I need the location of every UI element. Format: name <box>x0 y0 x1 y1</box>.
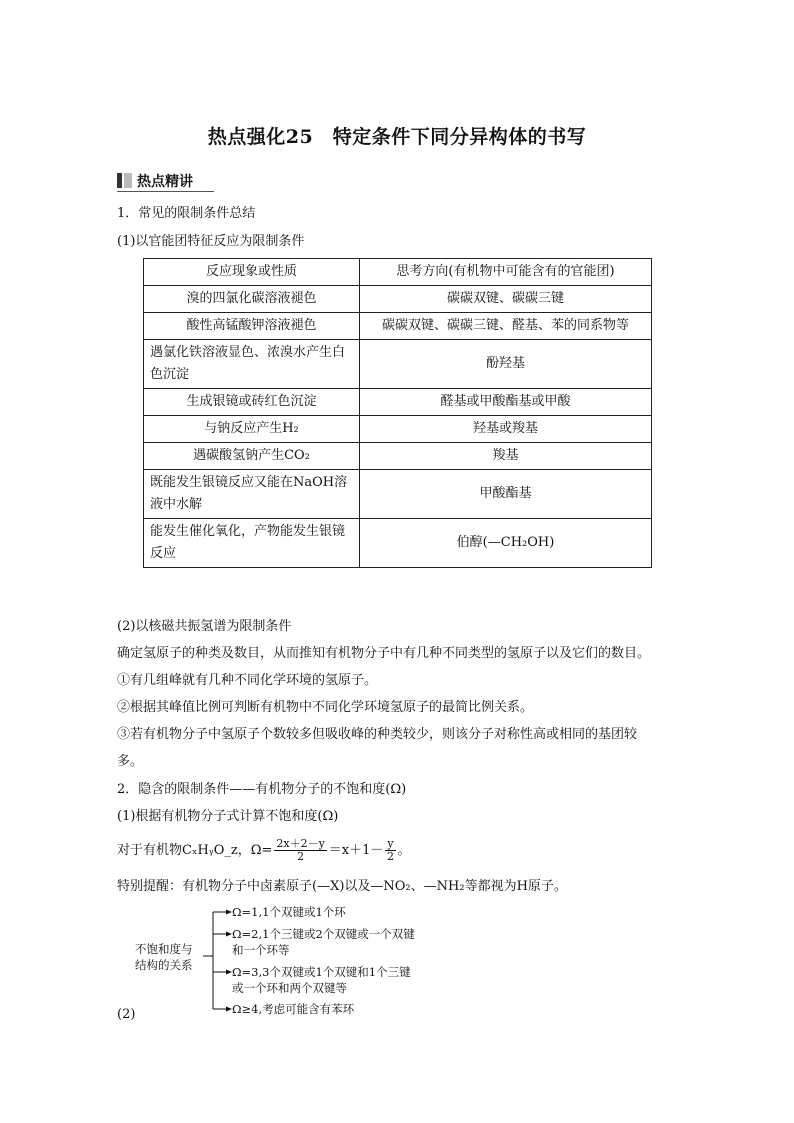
page-title: 热点强化25 特定条件下同分异构体的书写 <box>207 126 587 148</box>
paragraph-10: 特别提醒：有机物分子中卤素原子(—X)以及—NO₂、—NH₂等都视为H原子。 <box>117 879 567 894</box>
table-cell: 遇碳酸氢钠产生CO₂ <box>144 443 360 470</box>
table-row <box>144 470 652 519</box>
formula-prefix: 对于有机物CₓHᵧO_z，Ω= <box>117 843 273 858</box>
table-row <box>144 443 652 470</box>
table-cell: 甲酸酯基 <box>360 470 652 519</box>
section-heading <box>117 172 217 190</box>
diagram-label-line-1: 不饱和度与 <box>135 942 193 956</box>
paragraph-6: ②根据其峰值比例可判断有机物中不同化学环境氢原子的最简比例关系。 <box>117 700 534 715</box>
formula-suffix: 。 <box>397 843 411 858</box>
table-cell: 碳碳双键、碳碳三键 <box>360 286 652 313</box>
table-cell: 能发生催化氧化，产物能发生银镜反应 <box>144 519 360 568</box>
fraction-1-numerator: 2x＋2－y <box>276 837 325 850</box>
paragraph-2: (1)以官能团特征反应为限制条件 <box>117 234 305 249</box>
diagram-item: Ω=2,1个三键或2个双键或一个双键 <box>232 927 415 941</box>
formula-line <box>117 838 411 863</box>
table-cell: 生成银镜或砖红色沉淀 <box>144 389 360 416</box>
table-row <box>144 313 652 340</box>
table-cell: 酸性高锰酸钾溶液褪色 <box>144 313 360 340</box>
table-cell: 伯醇(—CH₂OH) <box>360 519 652 568</box>
table-cell: 醛基或甲酸酯基或甲酸 <box>360 389 652 416</box>
table-cell: 羧基 <box>360 443 652 470</box>
paragraph-3: (2)以核磁共振氢谱为限制条件 <box>117 619 292 634</box>
diagram-label-line-2: 结构的关系 <box>135 958 193 972</box>
paragraph-7a: ③若有机物分子中氢原子个数较多但吸收峰的种类较少，则该分子对称性高或相同的基团较 <box>117 727 638 742</box>
diagram-item: 和一个环等 <box>232 943 290 957</box>
table-cell: 溴的四氯化碳溶液褪色 <box>144 286 360 313</box>
table-row <box>144 286 652 313</box>
formula-middle: ＝x＋1－ <box>328 843 384 858</box>
diagram-label <box>135 941 193 973</box>
table-row <box>144 519 652 568</box>
paragraph-9: (1)根据有机物分子式计算不饱和度(Ω) <box>117 809 339 824</box>
table-cell: 与钠反应产生H₂ <box>144 416 360 443</box>
section-marker <box>117 173 122 188</box>
unsaturation-diagram <box>135 903 465 1023</box>
paragraph-1: 1．常见的限制条件总结 <box>117 206 256 221</box>
table-cell: 遇氯化铁溶液显色、浓溴水产生白色沉淀 <box>144 340 360 389</box>
table-cell: 既能发生银镜反应又能在NaOH溶液中水解 <box>144 470 360 519</box>
section-underline <box>117 191 214 192</box>
section-marker-light <box>124 173 132 188</box>
fraction-2-denominator: 2 <box>387 850 395 863</box>
paragraph-4: 确定氢原子的种类及数目，从而推知有机物分子中有几种不同类型的氢原子以及它们的数目。 <box>117 646 651 661</box>
diagram-item: Ω=3,3个双键或1个双键和1个三键 <box>232 965 411 979</box>
table-header-row <box>144 259 652 286</box>
table-cell: 酚羟基 <box>360 340 652 389</box>
table-row <box>144 416 652 443</box>
paragraph-11: (2) <box>117 1007 136 1022</box>
table-row <box>144 340 652 389</box>
fraction-2 <box>385 838 395 863</box>
table-header: 思考方向(有机物中可能含有的官能团) <box>360 259 652 286</box>
diagram-item: 或一个环和两个双键等 <box>232 981 347 995</box>
diagram-item: Ω≥4,考虑可能含有苯环 <box>232 1002 355 1016</box>
table-cell: 羟基或羧基 <box>360 416 652 443</box>
restriction-table <box>143 258 652 568</box>
fraction-1 <box>274 838 326 863</box>
table-row <box>144 389 652 416</box>
table-cell: 碳碳双键、碳碳三键、醛基、苯的同系物等 <box>360 313 652 340</box>
diagram-item: Ω=1,1个双键或1个环 <box>232 905 346 919</box>
paragraph-5: ①有几组峰就有几种不同化学环境的氢原子。 <box>117 673 378 688</box>
table-header: 反应现象或性质 <box>144 259 360 286</box>
paragraph-8: 2．隐含的限制条件——有机物分子的不饱和度(Ω) <box>117 782 407 797</box>
fraction-2-numerator: y <box>387 837 394 850</box>
fraction-1-denominator: 2 <box>297 850 305 863</box>
paragraph-7b: 多。 <box>117 754 144 769</box>
section-heading-text: 热点精讲 <box>137 174 193 190</box>
